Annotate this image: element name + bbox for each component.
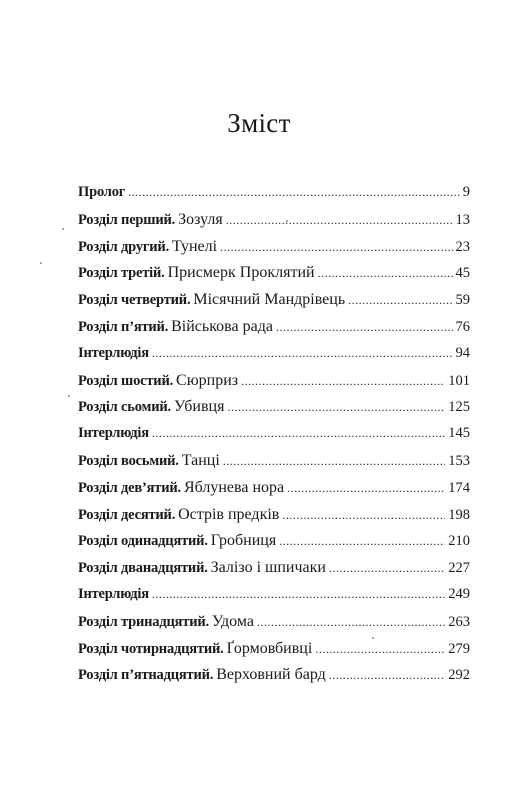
scan-speck: [372, 637, 374, 639]
toc-entry-label: Розділ другий.: [78, 238, 170, 255]
dot-leader: [279, 534, 445, 549]
toc-entry-label: Розділ чотирнадцятий.: [78, 640, 224, 657]
dot-leader: [276, 320, 453, 335]
toc-entry: [78, 184, 470, 211]
toc-entry: [78, 372, 470, 399]
toc-entry: [78, 318, 470, 345]
dot-leader: [128, 185, 460, 200]
toc-entry-subtitle: Тунелі: [172, 237, 218, 255]
dot-leader: [282, 508, 445, 523]
toc-entry-label: Інтерлюдія: [78, 344, 149, 361]
toc-entry-subtitle: Місячний Мандрівець: [193, 291, 346, 309]
scan-speck: [68, 395, 70, 397]
toc-entry-page: 13: [455, 211, 470, 228]
toc-entry: [78, 640, 470, 667]
toc-entry-label: Розділ перший.: [78, 211, 176, 228]
toc-entry: [78, 613, 470, 640]
scan-speck: [62, 228, 64, 230]
toc-entry-label: Розділ дев’ятий.: [78, 479, 181, 496]
toc-entry: [78, 398, 470, 425]
toc-entry-page: 174: [448, 479, 470, 496]
toc-entry-label: Пролог: [78, 184, 126, 200]
toc-entry-label: Інтерлюдія: [78, 425, 149, 442]
dot-leader: [220, 240, 452, 255]
toc-entry-subtitle: Верховний бард: [216, 666, 326, 684]
dot-leader: [329, 561, 445, 576]
dot-leader: [315, 642, 445, 657]
dot-leader: [152, 426, 445, 441]
toc-entry: [78, 559, 470, 586]
toc-entry: [78, 666, 470, 693]
toc-entry-subtitle: Гробниця: [210, 532, 277, 550]
toc-entry-label: Розділ дванадцятий.: [78, 560, 208, 577]
toc-entry-label: Розділ тринадцятий.: [78, 613, 209, 630]
toc-entry-page: 227: [448, 560, 470, 577]
dot-leader: [329, 668, 445, 683]
toc-entry-label: Розділ сьомий.: [78, 399, 171, 416]
toc-entry-page: 101: [448, 372, 470, 389]
scan-speck: [286, 220, 288, 222]
toc-entry: [78, 345, 470, 372]
toc-entry-page: 9: [462, 184, 470, 200]
dot-leader: [152, 587, 445, 602]
toc-entry: [78, 264, 470, 291]
dot-leader: [348, 293, 452, 308]
toc-entry-subtitle: Убивця: [173, 398, 225, 416]
toc-entry-subtitle: Яблунева нора: [183, 478, 285, 496]
toc-entry-page: 279: [448, 640, 470, 657]
toc-entry: [78, 506, 470, 533]
dot-leader: [226, 213, 453, 228]
toc-entry-page: 59: [455, 292, 470, 309]
dot-leader: [241, 374, 445, 389]
toc-entry-label: Розділ п’ятий.: [78, 318, 169, 335]
toc-entry-page: 94: [455, 344, 470, 361]
toc-entry-label: Розділ п’ятнадцятий.: [78, 667, 214, 684]
toc-entry-subtitle: Ґормовбивці: [226, 639, 313, 657]
scan-speck: [40, 262, 42, 264]
toc-entry-page: 198: [448, 506, 470, 523]
dot-leader: [318, 266, 453, 281]
toc-entry-page: 263: [448, 613, 470, 630]
toc-entry-label: Розділ восьмий.: [78, 452, 179, 469]
toc-entry-page: 23: [455, 238, 470, 255]
toc-entry-page: 145: [448, 425, 470, 442]
toc-entry-subtitle: Острів предків: [178, 505, 280, 523]
toc-entry-page: 153: [448, 452, 470, 469]
toc-entry-page: 292: [448, 667, 470, 684]
toc-entry: [78, 291, 470, 318]
toc-entry-label: Інтерлюдія: [78, 585, 149, 602]
toc-entry: [78, 211, 470, 238]
toc-entry-page: 249: [448, 585, 470, 602]
toc-entry: [78, 452, 470, 479]
toc-entry-label: Розділ третій.: [78, 265, 165, 282]
toc-entry: [78, 586, 470, 613]
table-of-contents: [78, 184, 470, 693]
toc-entry-subtitle: Зозуля: [178, 210, 223, 228]
toc-entry-subtitle: Сюрприз: [176, 371, 239, 389]
toc-entry-page: 76: [455, 318, 470, 335]
dot-leader: [287, 481, 445, 496]
toc-entry-subtitle: Присмерк Проклятий: [167, 264, 315, 282]
toc-entry-page: 45: [455, 265, 470, 282]
dot-leader: [223, 454, 445, 469]
toc-entry-page: 125: [448, 399, 470, 416]
dot-leader: [257, 615, 445, 630]
toc-entry-label: Розділ шостий.: [78, 372, 174, 389]
dot-leader: [152, 346, 453, 361]
toc-entry: [78, 532, 470, 559]
dot-leader: [227, 400, 445, 415]
toc-entry-subtitle: Залізо і шпичаки: [210, 559, 326, 577]
toc-entry-label: Розділ десятий.: [78, 506, 176, 523]
page-title: Зміст: [227, 108, 291, 138]
toc-entry-subtitle: Удома: [211, 612, 254, 630]
toc-entry-page: 210: [448, 533, 470, 550]
toc-entry-subtitle: Військова рада: [171, 317, 273, 335]
toc-entry-label: Розділ одинадцятий.: [78, 533, 208, 550]
toc-entry-subtitle: Танці: [181, 451, 220, 469]
toc-entry: [78, 425, 470, 452]
toc-entry: [78, 479, 470, 506]
toc-entry: [78, 238, 470, 265]
toc-entry-label: Розділ четвертий.: [78, 292, 191, 309]
